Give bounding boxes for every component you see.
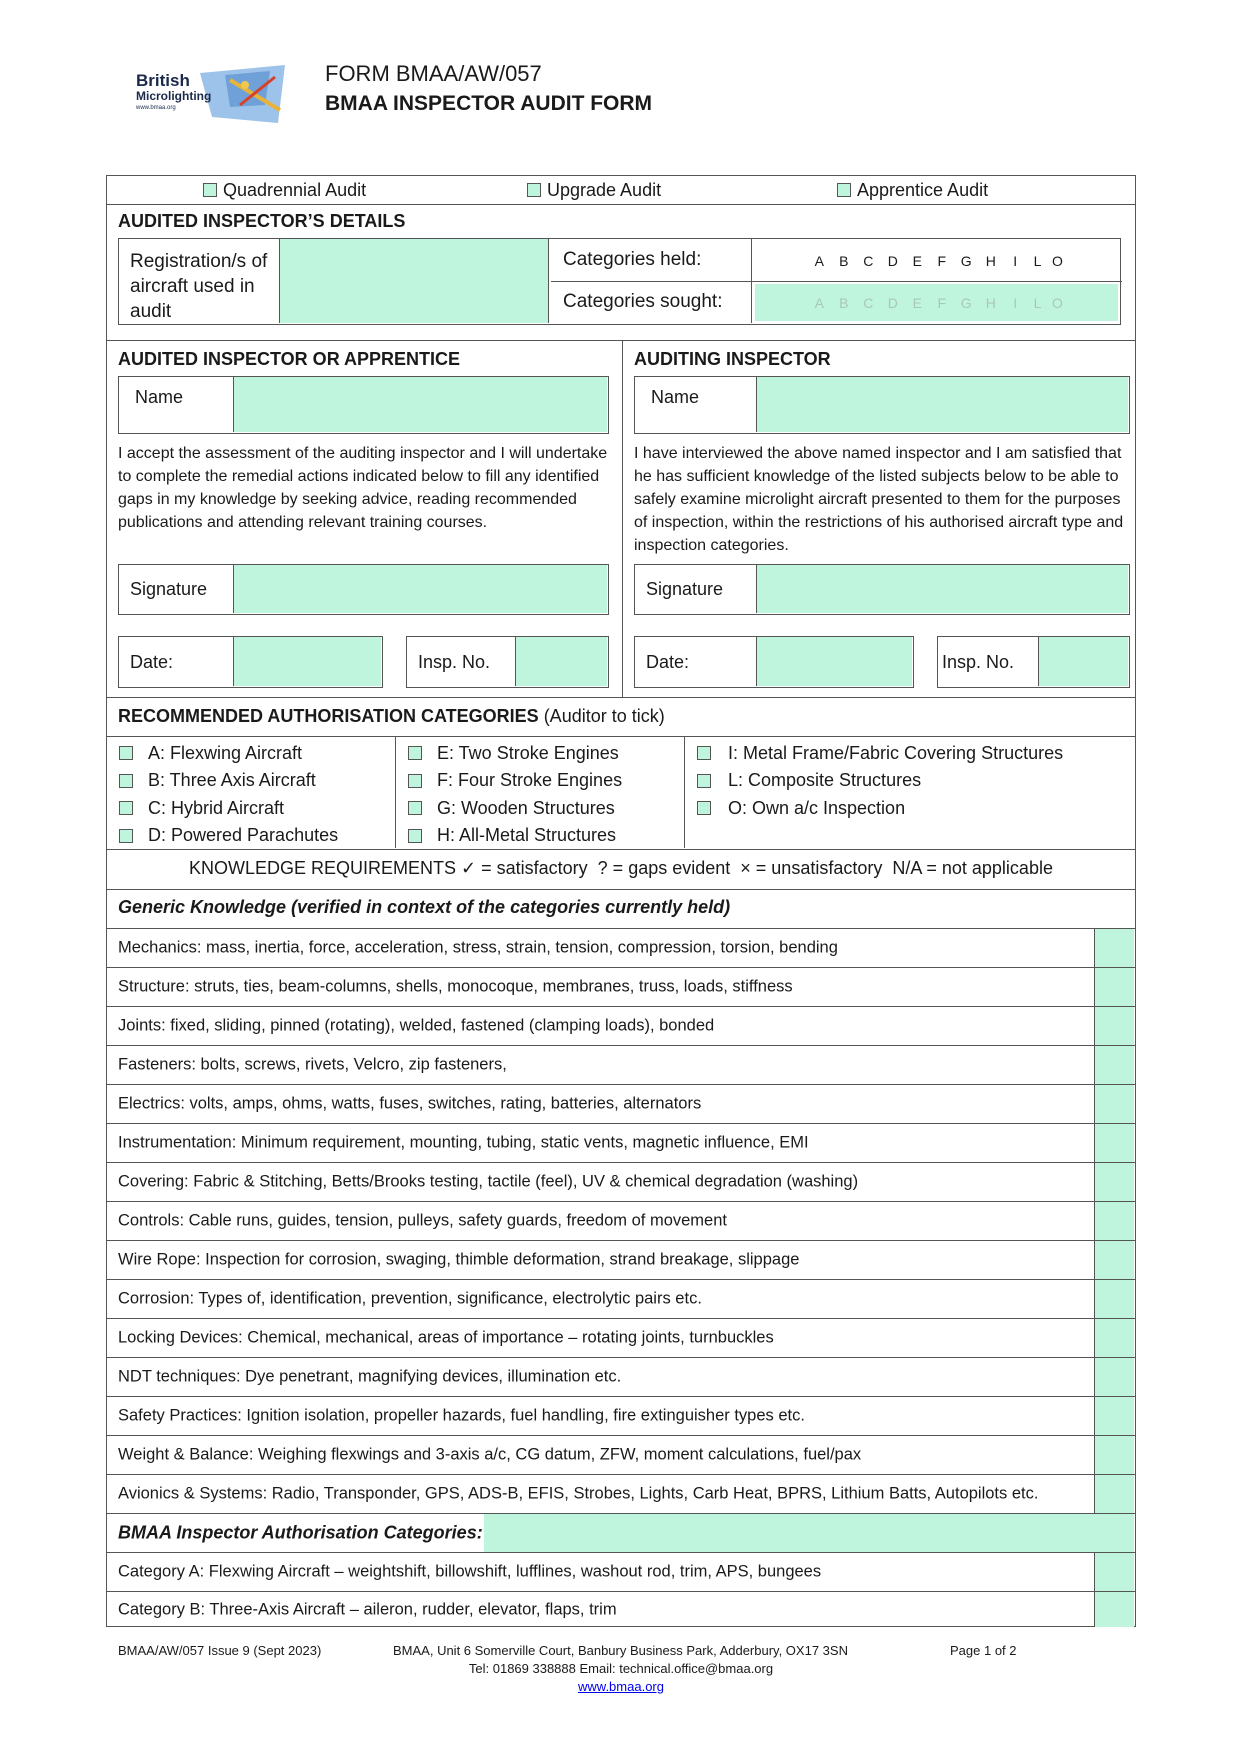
assessment-cell[interactable] <box>1094 1085 1134 1123</box>
category-i-label: I: Metal Frame/Fabric Covering Structures <box>728 743 1064 763</box>
category-f-label: F: Four Stroke Engines <box>437 770 623 790</box>
table-row <box>106 1318 1136 1357</box>
apprentice-audit-label: Apprentice Audit <box>857 180 989 200</box>
logo-text-british: British <box>136 71 190 90</box>
auditing-signature-box <box>634 564 1130 615</box>
assessment-cell[interactable] <box>1094 1397 1134 1435</box>
assessment-cell[interactable] <box>1094 1436 1134 1474</box>
audited-name-input[interactable] <box>233 377 607 432</box>
table-row <box>106 1123 1136 1162</box>
assessment-cell[interactable] <box>1094 1124 1134 1162</box>
categories-sought-input[interactable] <box>755 284 1118 321</box>
logo-text-microlighting: Microlighting <box>136 89 212 103</box>
knowledge-item-text: Structure: struts, ties, beam-columns, shells, monocoque, membranes, truss, loads, stiffness <box>118 977 793 996</box>
apprentice-audit-checkbox[interactable] <box>837 183 851 197</box>
category-d-checkbox[interactable] <box>119 829 133 843</box>
categories-held-label: Categories held: <box>563 249 702 270</box>
assessment-cell[interactable] <box>1094 1358 1134 1396</box>
category-d-label: D: Powered Parachutes <box>148 825 339 845</box>
sought-letter: L <box>1033 295 1042 311</box>
held-letter: D <box>887 253 898 269</box>
categories-held-letters <box>807 253 1068 269</box>
table-row <box>106 1201 1136 1240</box>
held-letter: G <box>960 253 972 269</box>
authorisation-categories-heading: BMAA Inspector Authorisation Categories: <box>118 1522 483 1543</box>
footer-contact: Tel: 01869 338888 Email: technical.office@bmaa.org <box>468 1661 774 1676</box>
knowledge-item-text: Instrumentation: Minimum requirement, mounting, tubing, static vents, magnetic influence, EMI <box>118 1133 809 1152</box>
table-row <box>106 1552 1136 1591</box>
auditing-name-label: Name <box>651 387 700 407</box>
recommended-grid <box>106 736 1136 850</box>
auditing-date-label: Date: <box>646 652 690 672</box>
audited-date-input[interactable] <box>233 637 381 686</box>
assessment-cell[interactable] <box>1094 1241 1134 1279</box>
assessment-cell[interactable] <box>1094 1280 1134 1318</box>
audited-insp-no-box <box>406 636 609 688</box>
sought-letter: H <box>985 295 996 311</box>
category-g-label: G: Wooden Structures <box>437 798 615 818</box>
knowledge-item-text: Covering: Fabric & Stitching, Betts/Brooks testing, tactile (feel), UV & chemical degradation (washing) <box>118 1172 859 1191</box>
category-a-checkbox[interactable] <box>119 746 133 760</box>
categories-heading-row <box>106 1513 1136 1552</box>
sought-letter: I <box>1013 295 1018 311</box>
table-row <box>106 1045 1136 1084</box>
recommended-heading-line <box>118 706 665 727</box>
auditing-insp-no-input[interactable] <box>1038 637 1128 686</box>
footer-issue: BMAA/AW/057 Issue 9 (Sept 2023) <box>118 1643 322 1658</box>
knowledge-item-text: Joints: fixed, sliding, pinned (rotating), welded, fastened (clamping loads), bonded <box>118 1016 715 1035</box>
held-letter: F <box>937 253 947 269</box>
category-g-checkbox[interactable] <box>408 801 422 815</box>
recommended-divider <box>106 697 1136 698</box>
audited-name-box <box>118 376 609 434</box>
generic-knowledge-heading: Generic Knowledge (verified in context of the categories currently held) <box>118 897 731 917</box>
category-l-checkbox[interactable] <box>697 774 711 788</box>
sought-letter: B <box>839 295 849 311</box>
registration-box <box>118 238 1121 325</box>
held-letter: A <box>814 253 824 269</box>
audited-name-label: Name <box>135 387 184 407</box>
category-a-label: A: Flexwing Aircraft <box>148 743 303 763</box>
form-number: FORM BMAA/AW/057 <box>325 61 542 86</box>
auditing-signature-input[interactable] <box>756 565 1128 613</box>
auditing-insp-no-box <box>937 636 1130 688</box>
category-e-label: E: Two Stroke Engines <box>437 743 619 763</box>
categories-label-divider <box>751 239 752 323</box>
auditing-statement: I have interviewed the above named inspector and I am satisfied that he has sufficient knowledge of the listed subjects below to be able to safely examine microlight aircraft presented to them for the purposes of inspection, within the restrictions of his authorised aircraft type and inspection categories. <box>634 445 1124 554</box>
category-l-label: L: Composite Structures <box>728 770 922 790</box>
categories-sought-label: Categories sought: <box>563 291 723 312</box>
sought-letter: E <box>912 295 922 311</box>
categories-heading-fill <box>484 1514 1134 1552</box>
section-divider <box>106 340 1136 341</box>
sought-letter: C <box>863 295 874 311</box>
footer-page: Page 1 of 2 <box>950 1643 1017 1658</box>
audited-signature-box <box>118 564 609 615</box>
assessment-cell[interactable] <box>1094 968 1134 1006</box>
knowledge-item-text: Weight & Balance: Weighing flexwings and 3-axis a/c, CG datum, ZFW, moment calculations, fuel/pax <box>118 1445 862 1464</box>
assessment-cell[interactable] <box>1094 1553 1134 1591</box>
audited-date-label: Date: <box>130 652 174 672</box>
table-row <box>106 1240 1136 1279</box>
knowledge-item-text: Corrosion: Types of, identification, prevention, significance, electrolytic pairs etc. <box>118 1289 702 1308</box>
audited-inspector-heading: AUDITED INSPECTOR OR APPRENTICE <box>118 349 461 369</box>
table-row <box>106 1084 1136 1123</box>
recommended-heading: RECOMMENDED AUTHORISATION CATEGORIES <box>118 706 539 726</box>
category-b-checkbox[interactable] <box>119 774 133 788</box>
audited-inspector-details-heading: AUDITED INSPECTOR’S DETAILS <box>118 211 406 231</box>
audited-statement: I accept the assessment of the auditing inspector and I will undertake to complete the remedial actions indicated below to fill any identified gaps in my knowledge by seeking advice, reading recommended publications and attending relevant training courses. <box>118 445 608 531</box>
recommended-heading-note: (Auditor to tick) <box>543 706 665 726</box>
form-title: BMAA INSPECTOR AUDIT FORM <box>325 92 653 115</box>
table-row <box>106 1435 1136 1474</box>
table-row <box>106 1357 1136 1396</box>
knowledge-item-text: Mechanics: mass, inertia, force, acceleration, stress, strain, tension, compression, torsion, bending <box>118 938 838 957</box>
recommended-col-divider-1 <box>395 737 396 848</box>
table-row <box>106 1396 1136 1435</box>
assessment-cell[interactable] <box>1094 1046 1134 1084</box>
category-o-checkbox[interactable] <box>697 801 711 815</box>
knowledge-item-text: Locking Devices: Chemical, mechanical, areas of importance – rotating joints, turnbuckles <box>118 1328 774 1347</box>
registration-label: Registration/s of aircraft used in audit <box>130 251 268 322</box>
legend-divider <box>106 889 1136 890</box>
category-b-label: B: Three Axis Aircraft <box>148 770 316 790</box>
bmaa-logo <box>130 65 290 123</box>
category-h-checkbox[interactable] <box>408 829 422 843</box>
knowledge-item-text: Category B: Three-Axis Aircraft – aileron, rudder, elevator, flaps, trim <box>118 1600 617 1618</box>
audited-signature-label: Signature <box>130 579 208 599</box>
held-letter: O <box>1052 253 1063 269</box>
column-divider <box>622 340 623 697</box>
held-letter: I <box>1013 253 1018 269</box>
assessment-cell[interactable] <box>1094 1592 1134 1627</box>
assessment-cell[interactable] <box>1094 1475 1134 1513</box>
assessment-cell[interactable] <box>1094 929 1134 967</box>
table-row <box>106 967 1136 1006</box>
category-e-checkbox[interactable] <box>408 746 422 760</box>
upgrade-audit-checkbox[interactable] <box>527 183 541 197</box>
auditing-date-box <box>634 636 914 688</box>
category-i-checkbox[interactable] <box>697 746 711 760</box>
assessment-cell[interactable] <box>1094 1163 1134 1201</box>
auditing-signature-label: Signature <box>646 579 724 599</box>
footer-address: BMAA, Unit 6 Somerville Court, Banbury Business Park, Adderbury, OX17 3SN <box>393 1643 848 1658</box>
quadrennial-audit-checkbox[interactable] <box>203 183 217 197</box>
category-c-checkbox[interactable] <box>119 801 133 815</box>
table-row <box>106 1162 1136 1201</box>
auditing-inspector-heading: AUDITING INSPECTOR <box>634 349 831 369</box>
audited-insp-no-label: Insp. No. <box>418 652 491 672</box>
footer-website-link[interactable]: www.bmaa.org <box>578 1679 664 1694</box>
auditing-date-input[interactable] <box>756 637 912 686</box>
upgrade-audit-label: Upgrade Audit <box>547 180 662 200</box>
audited-date-box <box>118 636 383 688</box>
auditing-name-input[interactable] <box>756 377 1128 432</box>
table-row <box>106 1279 1136 1318</box>
auditing-insp-no-label: Insp. No. <box>942 652 1015 672</box>
held-letter: E <box>912 253 922 269</box>
category-h-label: H: All-Metal Structures <box>437 825 617 845</box>
recommended-col-divider-2 <box>684 737 685 848</box>
quadrennial-audit-label: Quadrennial Audit <box>223 180 367 200</box>
auditing-name-box <box>634 376 1130 434</box>
knowledge-item-text: NDT techniques: Dye penetrant, magnifying devices, illumination etc. <box>118 1367 622 1386</box>
table-row <box>106 928 1136 967</box>
table-row <box>106 1006 1136 1045</box>
audited-signature-input[interactable] <box>233 565 607 613</box>
knowledge-item-text: Safety Practices: Ignition isolation, propeller hazards, fuel handling, fire extinguisher types etc. <box>118 1406 805 1425</box>
knowledge-item-text: Fasteners: bolts, screws, rivets, Velcro, zip fasteners, <box>118 1055 507 1074</box>
assessment-cell[interactable] <box>1094 1007 1134 1045</box>
logo-text-url: www.bmaa.org <box>136 105 176 111</box>
sought-letter: A <box>814 295 824 311</box>
sought-letter: O <box>1052 295 1063 311</box>
sought-letter: G <box>960 295 972 311</box>
knowledge-item-text: Category A: Flexwing Aircraft – weightshift, billowshift, lufflines, washout rod, trim, APS, bungees <box>118 1562 822 1581</box>
held-letter: C <box>863 253 874 269</box>
audit-type-row <box>106 175 1136 205</box>
registration-input[interactable] <box>279 239 549 323</box>
audited-insp-no-input[interactable] <box>515 637 607 686</box>
category-c-label: C: Hybrid Aircraft <box>148 798 285 818</box>
knowledge-item-text: Controls: Cable runs, guides, tension, pulleys, safety guards, freedom of movement <box>118 1211 727 1230</box>
held-letter: H <box>985 253 996 269</box>
knowledge-item-text: Electrics: volts, amps, ohms, watts, fuses, switches, rating, batteries, alternators <box>118 1094 702 1113</box>
knowledge-legend: KNOWLEDGE REQUIREMENTS ✓ = satisfactory ? = gaps evident × = unsatisfactory N/A = not applicable <box>189 858 1053 878</box>
sought-letter: D <box>887 295 898 311</box>
categories-divider <box>551 281 1122 282</box>
held-letter: B <box>839 253 849 269</box>
knowledge-item-text: Avionics & Systems: Radio, Transponder, GPS, ADS-B, EFIS, Strobes, Lights, Carb Heat, BPRS, Lithium Batts, Autopilots etc. <box>118 1484 1039 1503</box>
table-row <box>106 1591 1136 1627</box>
held-letter: L <box>1033 253 1042 269</box>
category-o-label: O: Own a/c Inspection <box>728 798 906 818</box>
sought-letter: F <box>937 295 947 311</box>
knowledge-item-text: Wire Rope: Inspection for corrosion, swaging, thimble deformation, strand breakage, slippage <box>118 1250 800 1269</box>
assessment-cell[interactable] <box>1094 1202 1134 1240</box>
assessment-cell[interactable] <box>1094 1319 1134 1357</box>
category-f-checkbox[interactable] <box>408 774 422 788</box>
table-row <box>106 1474 1136 1513</box>
